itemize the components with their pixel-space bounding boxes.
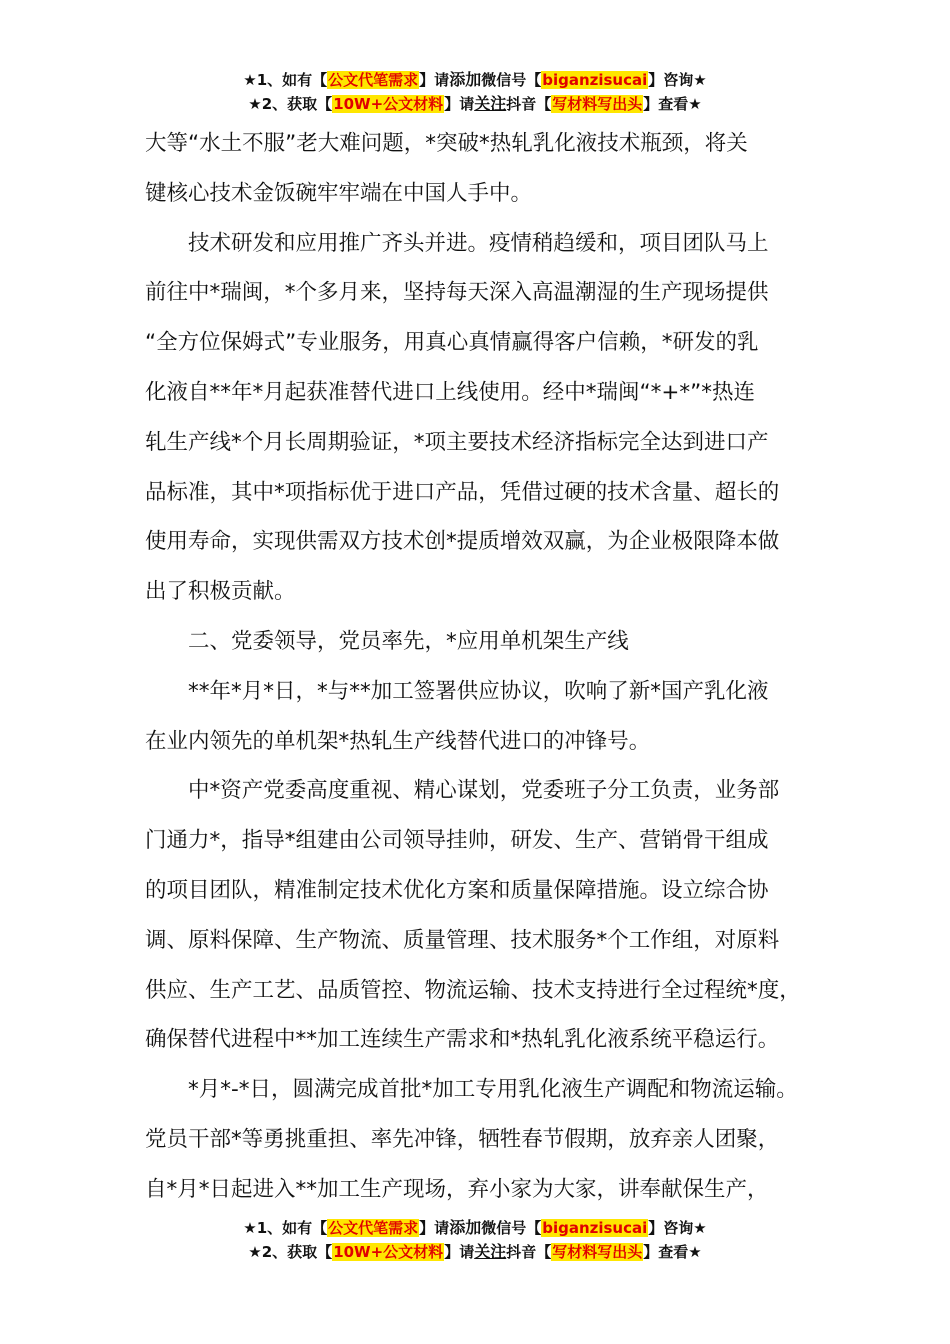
promo-text: ★1、如有【 [243,1219,328,1237]
promo-douyin-id: 写材料写出头 [552,95,643,113]
promo-line-1 [0,68,950,92]
body-line: 键核心技术金饭碗牢牢端在中国人手中。 [145,180,533,206]
promo-wechat-id: biganzisucai [542,71,648,89]
promo-emphasis: 关注 [474,94,507,113]
promo-text: ★2、获取【 [248,1243,333,1261]
body-line: 轧生产线*个月长周期验证，*项主要技术经济指标完全达到进口产 [145,429,769,455]
promo-text: 】查看★ [643,95,702,113]
body-line: 门通力*，指导*组建由公司领导挂帅，研发、生产、营销骨干组成 [145,828,769,854]
promo-douyin-id: 写材料写出头 [552,1243,643,1261]
promo-line-2 [0,92,950,116]
promo-text: 微信号【 [481,71,542,89]
body-line: 品标准，其中*项指标优于进口产品，凭借过硬的技术含量、超长的 [145,479,780,505]
promo-line-1 [0,1216,950,1240]
body-line: 确保替代进程中**加工连续生产需求和*热轧乳化液系统平稳运行。 [145,1027,780,1053]
promo-line-2 [0,1240,950,1264]
promo-text: 】请 [444,1243,475,1261]
section-heading: 二、党委领导，党员率先，*应用单机架生产线 [145,628,629,654]
promo-banner-bottom [0,1216,950,1264]
promo-text: 】请 [444,95,475,113]
promo-text: 】请 [419,71,450,89]
promo-text: 】请 [419,1219,450,1237]
body-line: 党员干部*等勇挑重担、率先冲锋，牺牲春节假期，放弃亲人团聚， [145,1126,780,1152]
promo-text: 抖音【 [506,95,552,113]
promo-text: 】咨询★ [648,1219,707,1237]
promo-text: 抖音【 [506,1243,552,1261]
promo-highlight: 10W+公文材料 [333,1243,444,1261]
promo-text: 】咨询★ [648,71,707,89]
promo-text: 】查看★ [643,1243,702,1261]
promo-highlight: 10W+公文材料 [333,95,444,113]
body-line: *月*-*日，圆满完成首批*加工专用乳化液生产调配和物流运输。 [145,1077,798,1103]
body-line: **年*月*日，*与**加工签署供应协议，吹响了新*国产乳化液 [145,678,769,704]
body-line: 化液自**年*月起获准替代进口上线使用。经中*瑞闽“*+*”*热连 [145,379,756,405]
promo-wechat-id: biganzisucai [542,1219,648,1237]
body-line: 前往中*瑞闽，*个多月来，坚持每天深入高温潮湿的生产现场提供 [145,280,769,306]
body-line: 调、原料保障、生产物流、质量管理、技术服务*个工作组，对原料 [145,927,780,953]
promo-text: ★2、获取【 [248,95,333,113]
body-line: 供应、生产工艺、品质管控、物流运输、技术支持进行全过程统*度， [145,977,801,1003]
promo-text: ★1、如有【 [243,71,328,89]
body-line: 使用寿命，实现供需双方技术创*提质增效双赢，为企业极限降本做 [145,529,780,555]
promo-emphasis: 关注 [474,1242,507,1261]
promo-emphasis: 添加 [449,1218,482,1237]
promo-highlight: 公文代笔需求 [328,1219,419,1237]
document-body [145,119,835,1215]
body-line: “全方位保姆式”专业服务，用真心真情赢得客户信赖，*研发的乳 [145,330,759,356]
body-line: 自*月*日起进入**加工生产现场，弃小家为大家，讲奉献保生产， [145,1176,769,1202]
body-line: 的项目团队，精准制定技术优化方案和质量保障措施。设立综合协 [145,877,769,903]
body-line: 在业内领先的单机架*热轧生产线替代进口的冲锋号。 [145,728,651,754]
promo-banner-top [0,68,950,116]
promo-highlight: 公文代笔需求 [328,71,419,89]
body-line: 中*资产党委高度重视、精心谋划，党委班子分工负责，业务部 [145,778,780,804]
promo-emphasis: 添加 [449,70,482,89]
body-line: 大等“水土不服”老大难问题，*突破*热轧乳化液技术瓶颈，将关 [145,131,748,156]
body-line: 出了积极贡献。 [145,579,296,605]
promo-text: 微信号【 [481,1219,542,1237]
body-line: 技术研发和应用推广齐头并进。疫情稍趋缓和，项目团队马上 [145,230,769,256]
